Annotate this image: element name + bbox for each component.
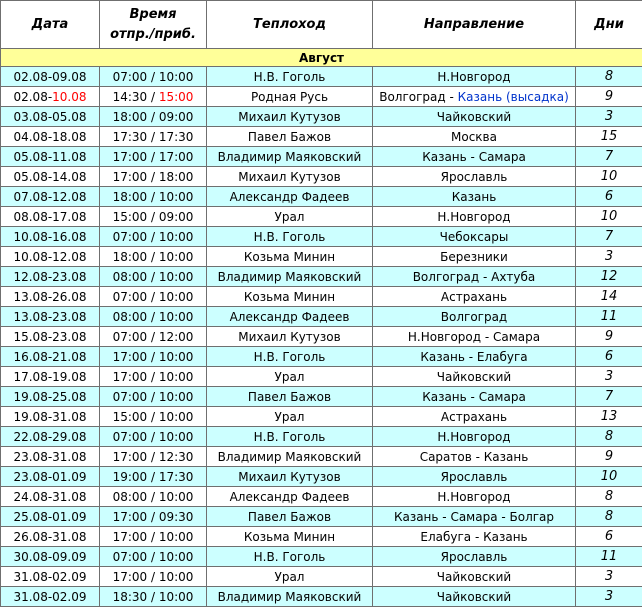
ship-cell: Козьма Минин (207, 247, 373, 267)
days-cell: 9 (576, 447, 642, 467)
time-cell (100, 447, 207, 467)
direction-text: Москва (451, 129, 497, 144)
header-row (1, 1, 642, 49)
date-cell (1, 287, 100, 307)
direction-cell (373, 87, 576, 107)
time-departure: 07:00 / 12:00 (112, 329, 194, 344)
time-departure: 14:30 / (112, 89, 159, 104)
date-cell (1, 467, 100, 487)
date-cell (1, 147, 100, 167)
time-departure: 17:00 / 10:00 (112, 349, 194, 364)
time-departure: 07:00 / 10:00 (112, 549, 194, 564)
ship-cell: Н.В. Гоголь (207, 427, 373, 447)
date-start: 10.08-12.08 (13, 249, 87, 264)
ship-cell: Урал (207, 207, 373, 227)
days-cell: 8 (576, 67, 642, 87)
direction-cell (373, 587, 576, 607)
date-start: 22.08-29.08 (13, 429, 87, 444)
direction-cell (373, 547, 576, 567)
time-cell (100, 127, 207, 147)
days-cell: 7 (576, 147, 642, 167)
table-row (1, 587, 642, 607)
date-start: 19.08-25.08 (13, 389, 87, 404)
time-cell (100, 387, 207, 407)
time-departure: 17:00 / 12:30 (112, 449, 194, 464)
days-cell: 9 (576, 87, 642, 107)
days-cell: 3 (576, 567, 642, 587)
time-cell (100, 147, 207, 167)
ship-cell: Н.В. Гоголь (207, 227, 373, 247)
direction-text: Н.Новгород (437, 489, 511, 504)
date-cell (1, 487, 100, 507)
ship-cell: Александр Фадеев (207, 307, 373, 327)
direction-cell (373, 147, 576, 167)
direction-text: Ярославль (440, 469, 508, 484)
direction-cell (373, 427, 576, 447)
direction-cell (373, 567, 576, 587)
date-start: 25.08-01.09 (13, 509, 87, 524)
direction-cell (373, 367, 576, 387)
direction-text: Казань - Самара - Болгар (393, 509, 555, 524)
days-cell: 10 (576, 467, 642, 487)
direction-text: Казань (451, 189, 497, 204)
direction-cell (373, 447, 576, 467)
direction-cell (373, 107, 576, 127)
direction-cell (373, 487, 576, 507)
date-cell (1, 107, 100, 127)
time-cell (100, 67, 207, 87)
table-row (1, 307, 642, 327)
direction-text: Саратов - Казань (419, 449, 529, 464)
date-cell (1, 227, 100, 247)
days-cell: 8 (576, 507, 642, 527)
table-row (1, 87, 642, 107)
ship-cell: Александр Фадеев (207, 487, 373, 507)
date-cell (1, 567, 100, 587)
header-ship: Теплоход (207, 1, 373, 49)
time-departure: 17:00 / 10:00 (112, 369, 194, 384)
header-days: Дни (576, 1, 642, 49)
direction-text: Волгоград - Ахтуба (412, 269, 536, 284)
table-row (1, 227, 642, 247)
table-row (1, 527, 642, 547)
direction-text: Н.Новгород - Самара (407, 329, 541, 344)
days-cell: 8 (576, 487, 642, 507)
date-start: 26.08-31.08 (13, 529, 87, 544)
date-start: 15.08-23.08 (13, 329, 87, 344)
date-end-highlight: 10.08 (52, 89, 87, 104)
date-cell (1, 547, 100, 567)
time-cell (100, 347, 207, 367)
time-departure: 17:00 / 09:30 (112, 509, 194, 524)
ship-cell: Михаил Кутузов (207, 107, 373, 127)
date-start: 19.08-31.08 (13, 409, 87, 424)
date-cell (1, 447, 100, 467)
ship-cell: Михаил Кутузов (207, 467, 373, 487)
days-cell: 3 (576, 367, 642, 387)
time-departure: 08:00 / 10:00 (112, 489, 194, 504)
direction-text: Ярославль (440, 549, 508, 564)
days-cell: 3 (576, 107, 642, 127)
direction-cell (373, 407, 576, 427)
time-departure: 07:00 / 10:00 (112, 429, 194, 444)
ship-cell: Владимир Маяковский (207, 147, 373, 167)
ship-cell: Козьма Минин (207, 287, 373, 307)
date-start: 12.08-23.08 (13, 269, 87, 284)
ship-cell: Урал (207, 407, 373, 427)
time-arrival-highlight: 15:00 (158, 89, 194, 104)
direction-text: Астрахань (440, 409, 508, 424)
direction-text: Казань - Самара (422, 149, 526, 164)
days-cell: 7 (576, 227, 642, 247)
table-row (1, 207, 642, 227)
time-cell (100, 527, 207, 547)
table-row (1, 167, 642, 187)
time-cell (100, 367, 207, 387)
time-departure: 07:00 / 10:00 (112, 389, 194, 404)
date-cell (1, 267, 100, 287)
date-start: 08.08-17.08 (13, 209, 87, 224)
ship-cell: Владимир Маяковский (207, 447, 373, 467)
days-cell: 14 (576, 287, 642, 307)
date-start: 07.08-12.08 (13, 189, 87, 204)
time-cell (100, 587, 207, 607)
direction-cell (373, 507, 576, 527)
ship-cell: Урал (207, 567, 373, 587)
time-departure: 19:00 / 17:30 (112, 469, 194, 484)
time-departure: 17:00 / 10:00 (112, 569, 194, 584)
direction-cell (373, 287, 576, 307)
header-time-line1: Время (129, 6, 177, 22)
direction-cell (373, 307, 576, 327)
direction-text: Казань - Самара (422, 389, 526, 404)
table-row (1, 67, 642, 87)
date-start: 17.08-19.08 (13, 369, 87, 384)
ship-cell: Владимир Маяковский (207, 267, 373, 287)
direction-text: Чебоксары (439, 229, 509, 244)
direction-cell (373, 227, 576, 247)
direction-text: Чайковский (436, 109, 512, 124)
date-cell (1, 507, 100, 527)
direction-cell (373, 167, 576, 187)
direction-text: Елабуга - Казань (420, 529, 528, 544)
direction-highlight: Казань (высадка) (457, 89, 569, 104)
month-row (1, 49, 642, 67)
date-cell (1, 187, 100, 207)
date-cell (1, 87, 100, 107)
table-row (1, 327, 642, 347)
direction-text: Н.Новгород (437, 69, 511, 84)
time-cell (100, 487, 207, 507)
direction-text: Казань - Елабуга (420, 349, 528, 364)
date-cell (1, 587, 100, 607)
month-label: Август (1, 49, 642, 67)
date-start: 13.08-23.08 (13, 309, 87, 324)
date-cell (1, 67, 100, 87)
table-row (1, 487, 642, 507)
time-departure: 17:00 / 10:00 (112, 529, 194, 544)
ship-cell: Михаил Кутузов (207, 327, 373, 347)
time-cell (100, 427, 207, 447)
time-cell (100, 187, 207, 207)
time-cell (100, 467, 207, 487)
ship-cell: Павел Бажов (207, 507, 373, 527)
time-cell (100, 307, 207, 327)
time-departure: 15:00 / 10:00 (112, 409, 194, 424)
date-cell (1, 207, 100, 227)
time-cell (100, 227, 207, 247)
date-start: 05.08-14.08 (13, 169, 87, 184)
direction-text: Ярославль (440, 169, 508, 184)
ship-cell: Н.В. Гоголь (207, 67, 373, 87)
table-row (1, 427, 642, 447)
direction-text: Чайковский (436, 589, 512, 604)
header-time-line2: отпр./приб. (110, 26, 196, 42)
table-row (1, 367, 642, 387)
direction-cell (373, 527, 576, 547)
days-cell: 6 (576, 527, 642, 547)
time-cell (100, 547, 207, 567)
direction-cell (373, 467, 576, 487)
days-cell: 8 (576, 427, 642, 447)
table-row (1, 347, 642, 367)
date-cell (1, 527, 100, 547)
days-cell: 12 (576, 267, 642, 287)
date-start: 16.08-21.08 (13, 349, 87, 364)
table-row (1, 147, 642, 167)
header-date: Дата (1, 1, 100, 49)
ship-cell: Урал (207, 367, 373, 387)
date-cell (1, 347, 100, 367)
time-departure: 07:00 / 10:00 (112, 289, 194, 304)
time-departure: 15:00 / 09:00 (112, 209, 194, 224)
table-row (1, 127, 642, 147)
direction-cell (373, 187, 576, 207)
days-cell: 6 (576, 187, 642, 207)
time-departure: 17:00 / 17:00 (112, 149, 194, 164)
ship-cell: Владимир Маяковский (207, 587, 373, 607)
date-start: 10.08-16.08 (13, 229, 87, 244)
direction-cell (373, 327, 576, 347)
time-cell (100, 407, 207, 427)
date-cell (1, 247, 100, 267)
date-cell (1, 167, 100, 187)
time-cell (100, 267, 207, 287)
time-cell (100, 247, 207, 267)
table-row (1, 267, 642, 287)
direction-cell (373, 347, 576, 367)
table-row (1, 187, 642, 207)
time-departure: 17:00 / 18:00 (112, 169, 194, 184)
days-cell: 10 (576, 207, 642, 227)
table-row (1, 247, 642, 267)
header-time (100, 1, 207, 49)
time-cell (100, 107, 207, 127)
direction-text: Волгоград - (379, 89, 458, 104)
date-start: 02.08- (13, 89, 53, 104)
days-cell: 7 (576, 387, 642, 407)
ship-cell: Павел Бажов (207, 387, 373, 407)
date-start: 03.08-05.08 (13, 109, 87, 124)
date-cell (1, 327, 100, 347)
days-cell: 13 (576, 407, 642, 427)
date-start: 23.08-31.08 (13, 449, 87, 464)
direction-text: Чайковский (436, 369, 512, 384)
direction-cell (373, 267, 576, 287)
time-departure: 18:00 / 09:00 (112, 109, 194, 124)
direction-text: Н.Новгород (437, 209, 511, 224)
ship-cell: Михаил Кутузов (207, 167, 373, 187)
days-cell: 10 (576, 167, 642, 187)
date-start: 31.08-02.09 (13, 569, 87, 584)
time-departure: 08:00 / 10:00 (112, 309, 194, 324)
date-cell (1, 367, 100, 387)
time-departure: 07:00 / 10:00 (112, 69, 194, 84)
direction-text: Березники (440, 249, 508, 264)
direction-cell (373, 207, 576, 227)
ship-cell: Родная Русь (207, 87, 373, 107)
time-departure: 17:30 / 17:30 (112, 129, 194, 144)
days-cell: 11 (576, 547, 642, 567)
date-cell (1, 127, 100, 147)
table-row (1, 467, 642, 487)
direction-cell (373, 67, 576, 87)
direction-cell (373, 127, 576, 147)
header-direction: Направление (373, 1, 576, 49)
time-departure: 18:00 / 10:00 (112, 249, 194, 264)
date-start: 24.08-31.08 (13, 489, 87, 504)
time-cell (100, 567, 207, 587)
table-row (1, 567, 642, 587)
direction-text: Чайковский (436, 569, 512, 584)
date-start: 04.08-18.08 (13, 129, 87, 144)
time-cell (100, 327, 207, 347)
time-cell (100, 287, 207, 307)
table-row (1, 287, 642, 307)
time-departure: 18:00 / 10:00 (112, 189, 194, 204)
direction-text: Н.Новгород (437, 429, 511, 444)
days-cell: 15 (576, 127, 642, 147)
days-cell: 3 (576, 247, 642, 267)
ship-cell: Н.В. Гоголь (207, 347, 373, 367)
table-row (1, 447, 642, 467)
date-start: 05.08-11.08 (13, 149, 87, 164)
date-start: 13.08-26.08 (13, 289, 87, 304)
table-row (1, 387, 642, 407)
time-cell (100, 207, 207, 227)
days-cell: 9 (576, 327, 642, 347)
direction-text: Астрахань (440, 289, 508, 304)
ship-cell: Александр Фадеев (207, 187, 373, 207)
table-row (1, 107, 642, 127)
time-cell (100, 167, 207, 187)
ship-cell: Павел Бажов (207, 127, 373, 147)
table-row (1, 547, 642, 567)
date-cell (1, 307, 100, 327)
table-row (1, 407, 642, 427)
date-cell (1, 427, 100, 447)
days-cell: 3 (576, 587, 642, 607)
ship-cell: Козьма Минин (207, 527, 373, 547)
time-departure: 18:30 / 10:00 (112, 589, 194, 604)
direction-cell (373, 387, 576, 407)
date-cell (1, 407, 100, 427)
time-cell (100, 87, 207, 107)
time-departure: 08:00 / 10:00 (112, 269, 194, 284)
date-cell (1, 387, 100, 407)
date-start: 30.08-09.09 (13, 549, 87, 564)
days-cell: 11 (576, 307, 642, 327)
time-cell (100, 507, 207, 527)
date-start: 02.08-09.08 (13, 69, 87, 84)
direction-cell (373, 247, 576, 267)
days-cell: 6 (576, 347, 642, 367)
ship-cell: Н.В. Гоголь (207, 547, 373, 567)
date-start: 23.08-01.09 (13, 469, 87, 484)
time-departure: 07:00 / 10:00 (112, 229, 194, 244)
date-start: 31.08-02.09 (13, 589, 87, 604)
direction-text: Волгоград (440, 309, 508, 324)
table-row (1, 507, 642, 527)
